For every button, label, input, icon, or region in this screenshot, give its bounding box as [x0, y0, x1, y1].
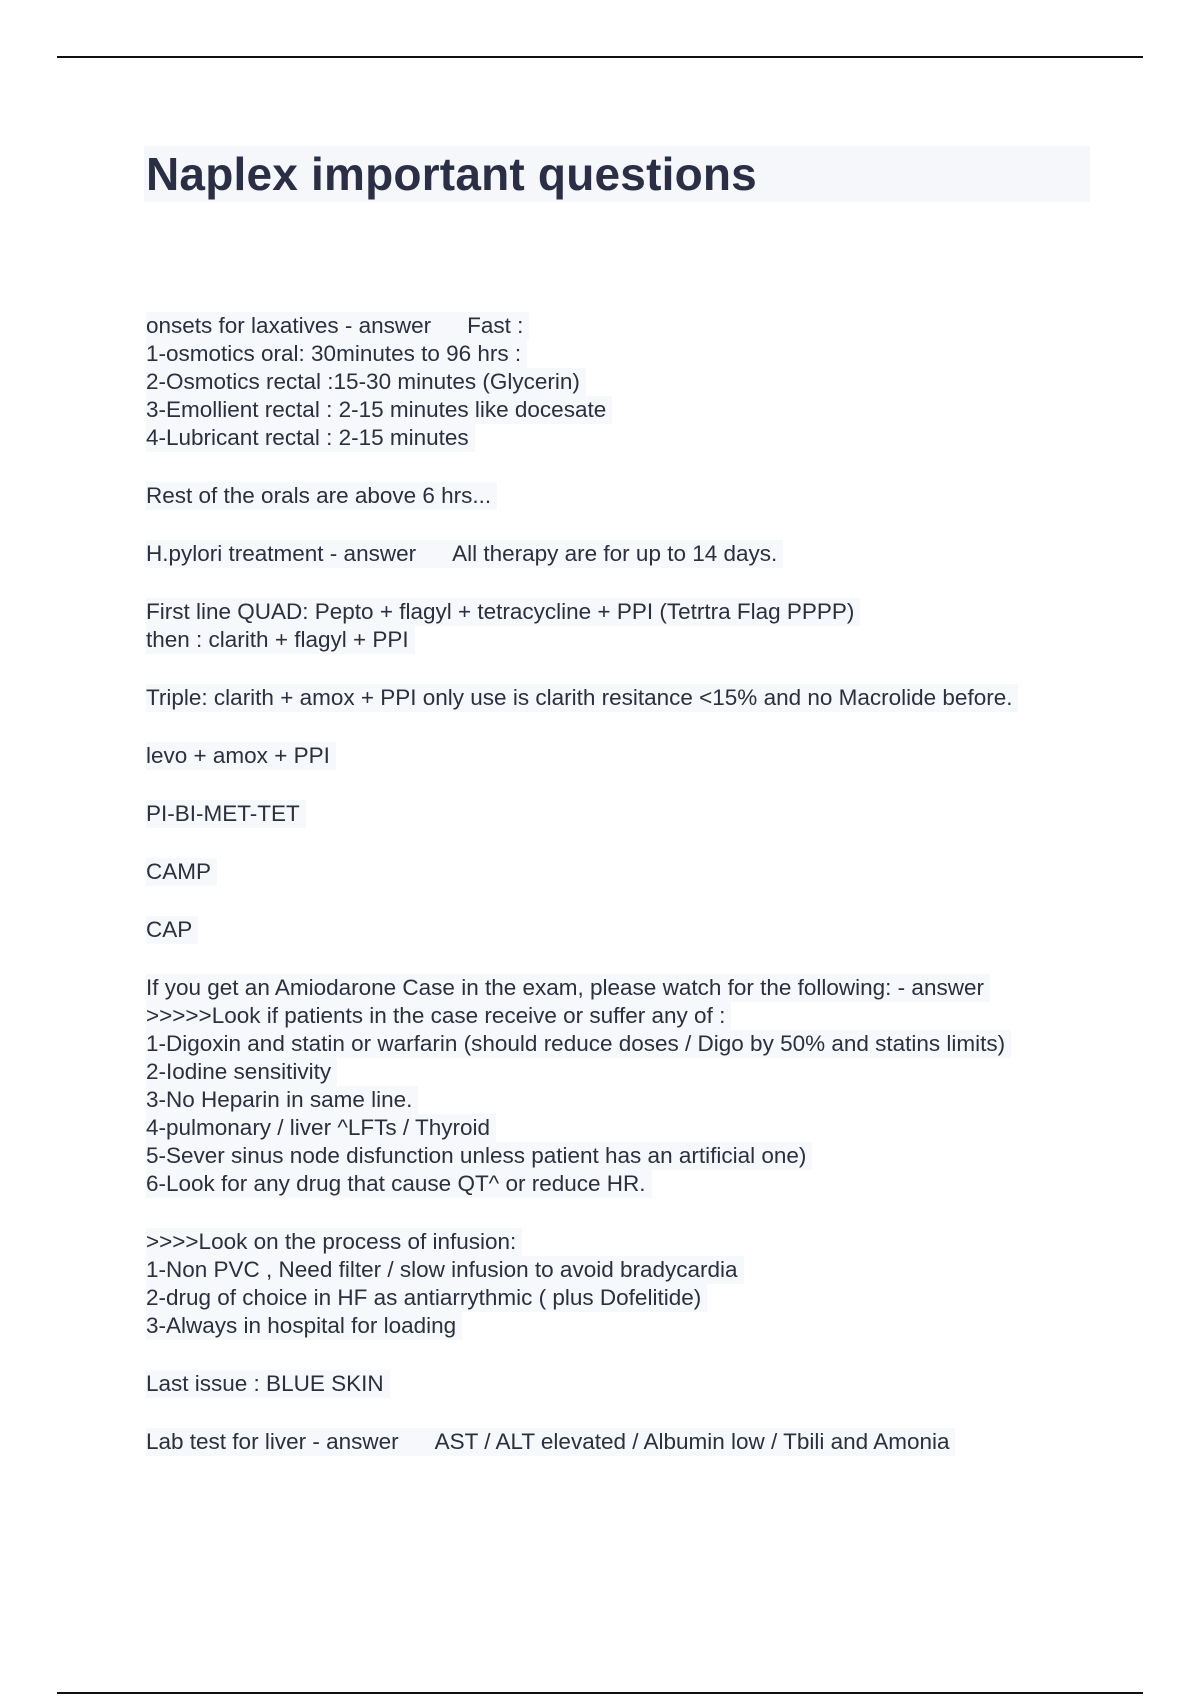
text-line — [146, 974, 1086, 1002]
qa-block — [146, 742, 1086, 770]
line-highlight — [146, 1428, 955, 1456]
page-title: Naplex important questions — [146, 148, 757, 200]
line-highlight: 1-Digoxin and statin or warfarin (should reduce doses / Digo by 50% and statins limits) — [146, 1030, 1011, 1058]
text-line — [146, 916, 1086, 944]
text-line — [146, 1030, 1086, 1058]
line-highlight: 3-No Heparin in same line. — [146, 1086, 418, 1114]
line-highlight: 6-Look for any drug that cause QT^ or reduce HR. — [146, 1170, 652, 1198]
line-highlight — [146, 540, 783, 568]
text-line — [146, 482, 1086, 510]
line-highlight: Last issue : BLUE SKIN — [146, 1370, 390, 1398]
text-line — [146, 424, 1086, 452]
line-highlight: 5-Sever sinus node disfunction unless patient has an artificial one) — [146, 1142, 812, 1170]
line-highlight: 2-Iodine sensitivity — [146, 1058, 337, 1086]
text-line — [146, 1312, 1086, 1340]
text-line — [146, 540, 1086, 568]
text-line — [146, 858, 1086, 886]
text-line — [146, 1142, 1086, 1170]
line-highlight: levo + amox + PPI — [146, 742, 336, 770]
top-rule — [57, 56, 1143, 58]
text-line — [146, 1228, 1086, 1256]
qa-block — [146, 684, 1086, 712]
text-line — [146, 598, 1086, 626]
text-line — [146, 742, 1086, 770]
line-highlight: 4-Lubricant rectal : 2-15 minutes — [146, 424, 475, 452]
text-line — [146, 1002, 1086, 1030]
qa-block — [146, 800, 1086, 828]
line-highlight: CAMP — [146, 858, 217, 886]
text-line — [146, 1428, 1086, 1456]
line-highlight: 2-drug of choice in HF as antiarrythmic ( plus Dofelitide) — [146, 1284, 707, 1312]
line-highlight: CAP — [146, 916, 198, 944]
line-highlight: 2-Osmotics rectal :15-30 minutes (Glycerin) — [146, 368, 586, 396]
line-highlight: then : clarith + flagyl + PPI — [146, 626, 415, 654]
text-line — [146, 1284, 1086, 1312]
qa-block — [146, 1428, 1086, 1456]
line-highlight: 4-pulmonary / liver ^LFTs / Thyroid — [146, 1114, 496, 1142]
text-line — [146, 396, 1086, 424]
question-text: H.pylori treatment - answer — [146, 541, 417, 566]
qa-block — [146, 312, 1086, 452]
question-text: Lab test for liver - answer — [146, 1429, 399, 1454]
qa-block — [146, 858, 1086, 886]
line-highlight: >>>>Look on the process of infusion: — [146, 1228, 522, 1256]
question-text: onsets for laxatives - answer — [146, 313, 432, 338]
qa-block — [146, 540, 1086, 568]
text-line — [146, 800, 1086, 828]
qa-block — [146, 974, 1086, 1198]
text-line — [146, 1170, 1086, 1198]
line-highlight: Triple: clarith + amox + PPI only use is clarith resitance <15% and no Macrolide before. — [146, 684, 1018, 712]
line-highlight: 3-Always in hospital for loading — [146, 1312, 462, 1340]
line-highlight: If you get an Amiodarone Case in the exam, please watch for the following: - answer — [146, 974, 990, 1002]
answer-text: All therapy are for up to 14 days. — [452, 541, 778, 566]
line-highlight — [146, 312, 529, 340]
line-highlight: First line QUAD: Pepto + flagyl + tetracycline + PPI (Tetrtra Flag PPPP) — [146, 598, 860, 626]
qa-block — [146, 916, 1086, 944]
text-line — [146, 1086, 1086, 1114]
document-body — [146, 312, 1086, 1486]
text-line — [146, 312, 1086, 340]
text-line — [146, 684, 1086, 712]
answer-text: AST / ALT elevated / Albumin low / Tbili and Amonia — [434, 1429, 950, 1454]
line-highlight: 3-Emollient rectal : 2-15 minutes like docesate — [146, 396, 612, 424]
line-highlight: Rest of the orals are above 6 hrs... — [146, 482, 497, 510]
qa-block — [146, 1228, 1086, 1340]
text-line — [146, 1114, 1086, 1142]
qa-block — [146, 598, 1086, 654]
text-line — [146, 368, 1086, 396]
bottom-rule — [57, 1692, 1143, 1694]
text-line — [146, 1256, 1086, 1284]
line-highlight: >>>>>Look if patients in the case receive or suffer any of : — [146, 1002, 731, 1030]
line-highlight: 1-osmotics oral: 30minutes to 96 hrs : — [146, 340, 527, 368]
text-line — [146, 1370, 1086, 1398]
text-line — [146, 1058, 1086, 1086]
text-line — [146, 340, 1086, 368]
text-line — [146, 626, 1086, 654]
line-highlight: 1-Non PVC , Need filter / slow infusion to avoid bradycardia — [146, 1256, 744, 1284]
answer-text: Fast : — [467, 313, 524, 338]
line-highlight: PI-BI-MET-TET — [146, 800, 306, 828]
qa-block — [146, 482, 1086, 510]
qa-block — [146, 1370, 1086, 1398]
